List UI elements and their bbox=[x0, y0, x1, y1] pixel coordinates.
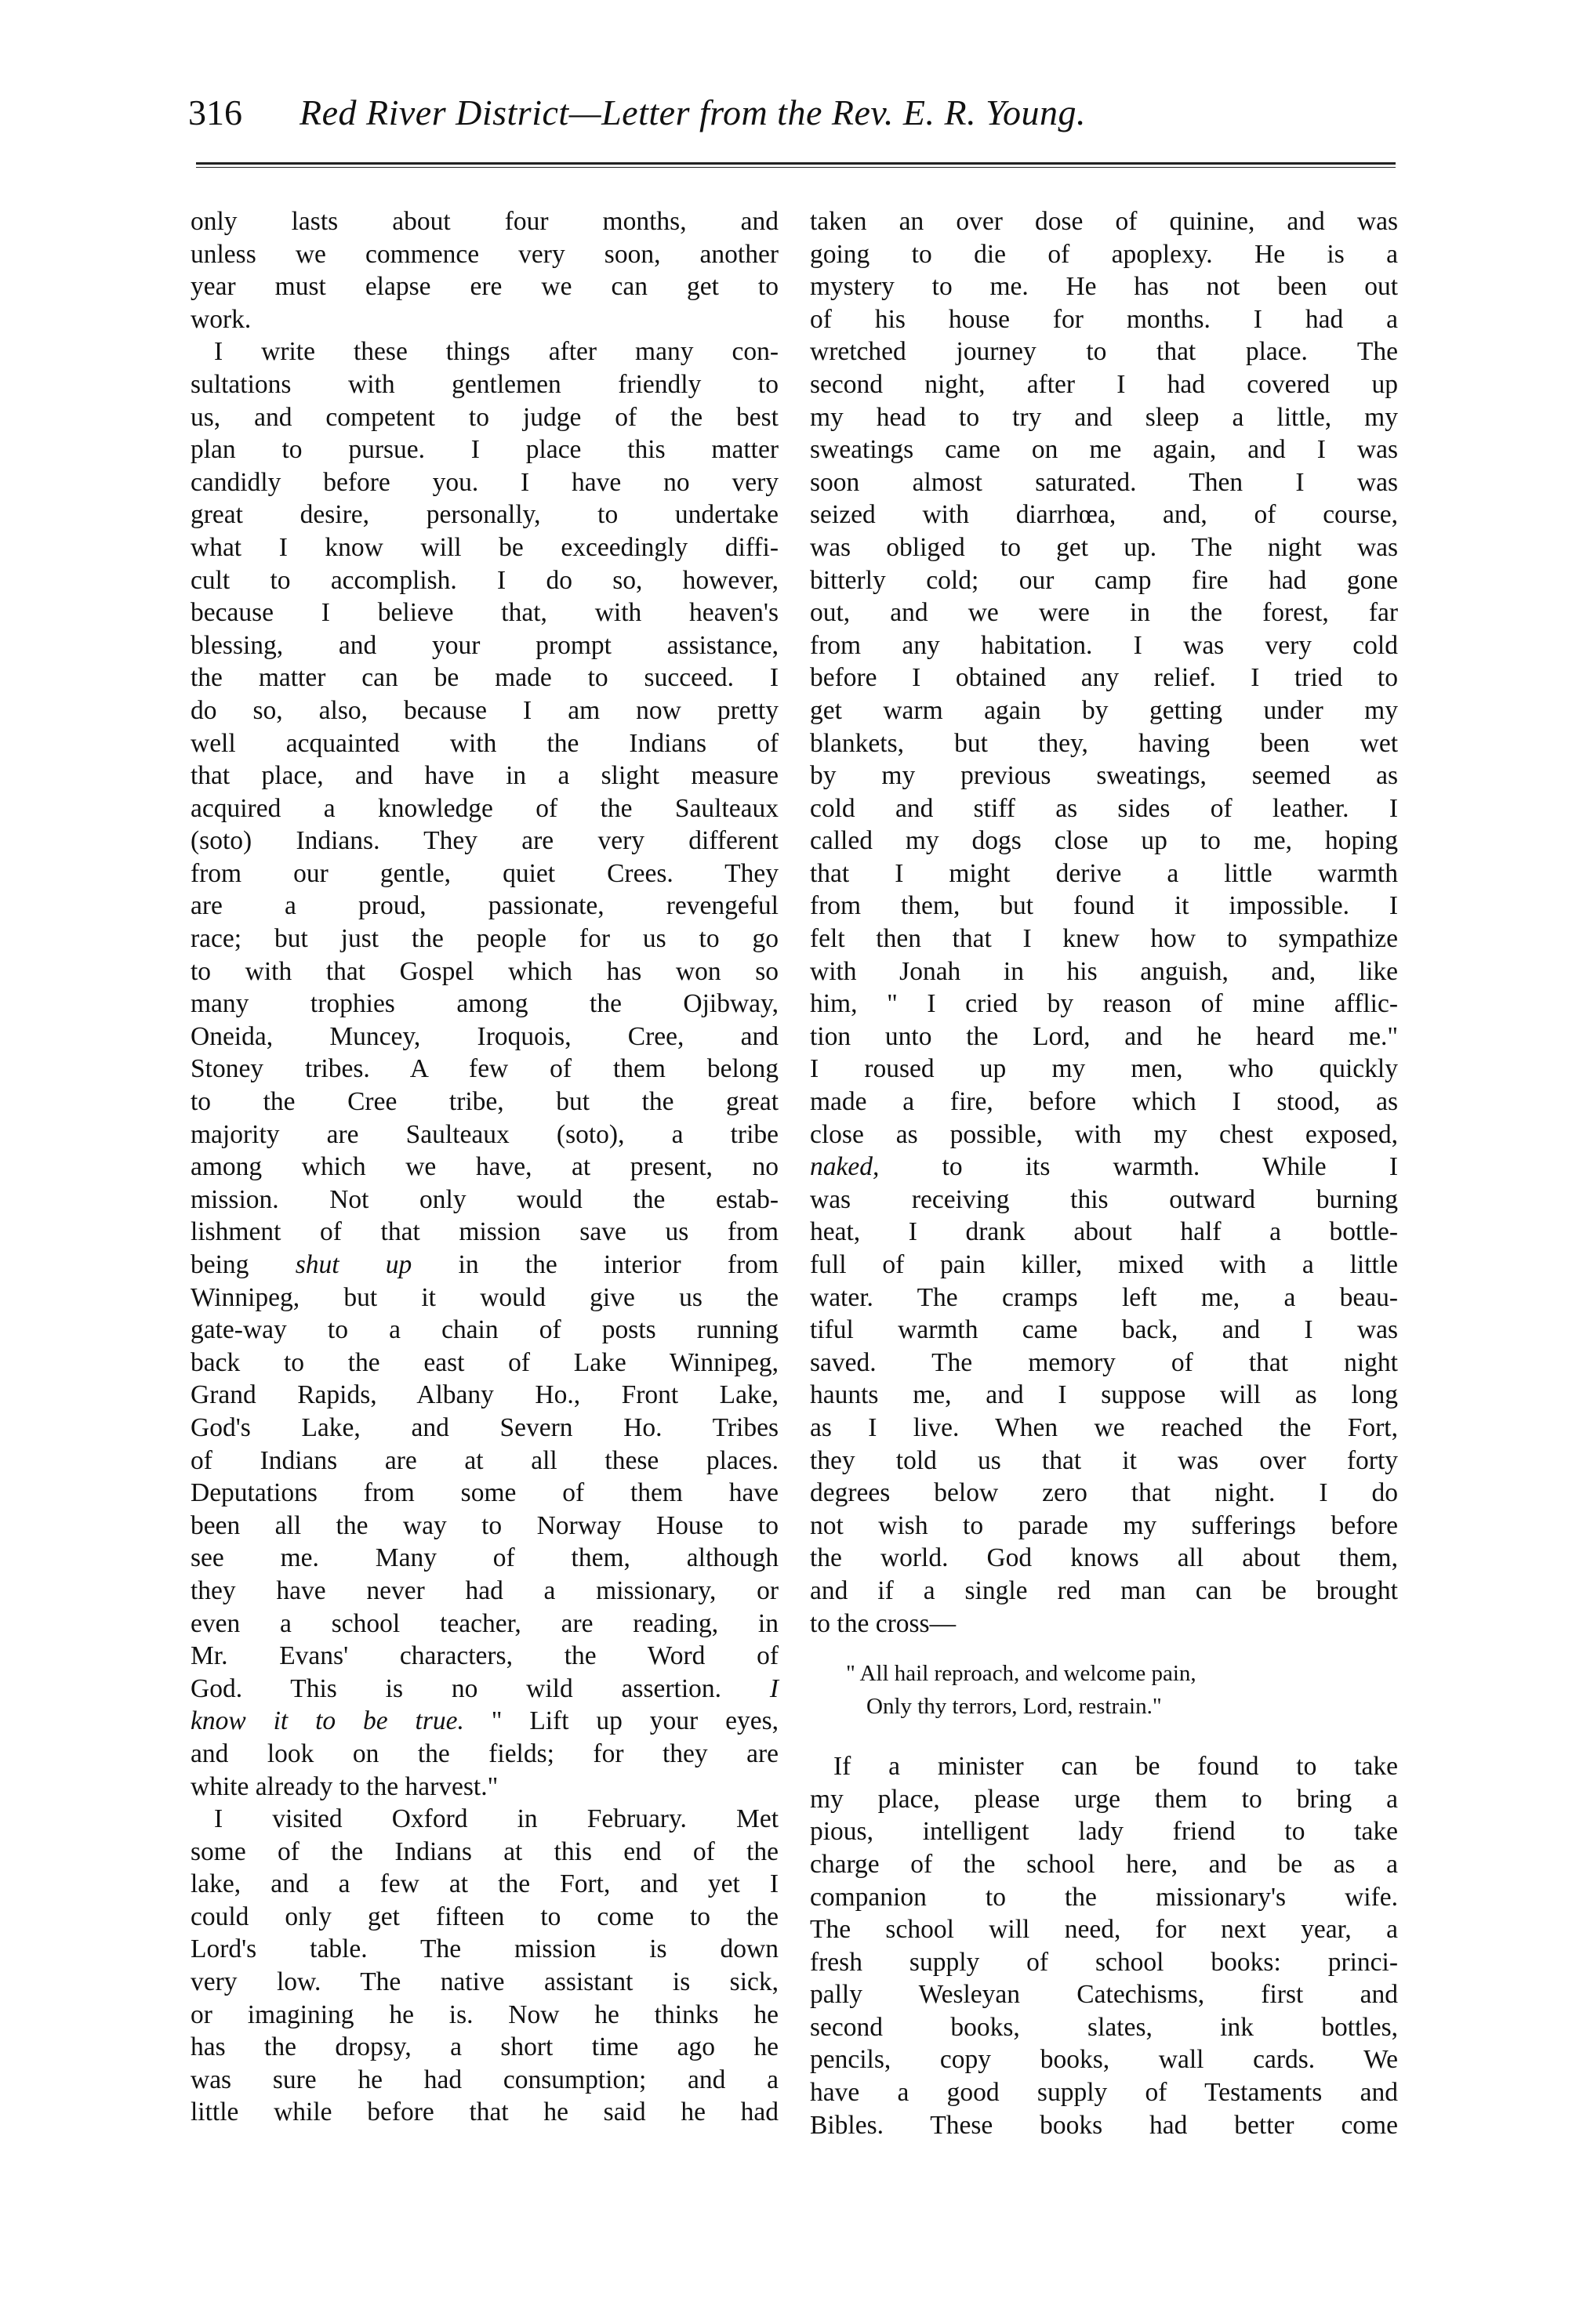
text-line: of Indians are at all these places. bbox=[191, 1445, 779, 1475]
text-line: bitterly cold; our camp fire had gone bbox=[810, 565, 1398, 595]
text-line: God's Lake, and Severn Ho. Tribes bbox=[191, 1412, 779, 1442]
text-line: going to die of apoplexy. He is a bbox=[810, 239, 1398, 269]
text-line: what I know will be exceedingly diffi- bbox=[191, 532, 779, 562]
text-line: among which we have, at present, no bbox=[191, 1152, 779, 1182]
left-column bbox=[191, 205, 779, 2129]
text-line: and if a single red man can be brought bbox=[810, 1575, 1398, 1605]
text-line: Stoney tribes. A few of them belong bbox=[191, 1054, 779, 1084]
text-line: was obliged to get up. The night was bbox=[810, 532, 1398, 562]
verse-quotation bbox=[810, 1657, 1398, 1723]
text-line: get warm again by getting under my bbox=[810, 695, 1398, 725]
text-line: white already to the harvest." bbox=[191, 1771, 499, 1801]
text-line: and look on the fields; for they are bbox=[191, 1738, 779, 1768]
text-line: before I obtained any relief. I tried to bbox=[810, 663, 1398, 693]
text-line: from them, but found it impossible. I bbox=[810, 891, 1398, 921]
text-line: (soto) Indians. They are very different bbox=[191, 826, 779, 856]
text-line: blessing, and your prompt assistance, bbox=[191, 630, 779, 660]
text-line: I visited Oxford in February. Met bbox=[214, 1804, 779, 1834]
text-line: my head to try and sleep a little, my bbox=[810, 402, 1398, 432]
text-line: him, " I cried by reason of mine afflic- bbox=[810, 989, 1398, 1019]
text-line: well acquainted with the Indians of bbox=[191, 728, 779, 758]
verse-line: Only thy terrors, Lord, restrain." bbox=[866, 1694, 1162, 1720]
text-line: because I believe that, with heaven's bbox=[191, 598, 779, 628]
text-line: pious, intelligent lady friend to take bbox=[810, 1817, 1398, 1847]
text-line: are a proud, passionate, revengeful bbox=[191, 891, 779, 921]
text-line: saved. The memory of that night bbox=[810, 1347, 1398, 1377]
text-line: Deputations from some of them have bbox=[191, 1478, 779, 1508]
text-line: blankets, but they, having been wet bbox=[810, 728, 1398, 758]
text-line: lishment of that mission save us from bbox=[191, 1217, 779, 1247]
text-line: charge of the school here, and be as a bbox=[810, 1849, 1398, 1879]
text-line: back to the east of Lake Winnipeg, bbox=[191, 1347, 779, 1377]
text-line: from our gentle, quiet Crees. They bbox=[191, 858, 779, 888]
text-line: as I live. When we reached the Fort, bbox=[810, 1412, 1398, 1442]
text-line: mission. Not only would the estab- bbox=[191, 1184, 779, 1214]
text-line: been all the way to Norway House to bbox=[191, 1510, 779, 1540]
text-line: with Jonah in his anguish, and, like bbox=[810, 956, 1398, 986]
text-line: Lord's table. The mission is down bbox=[191, 1934, 779, 1964]
text-line: out, and we were in the forest, far bbox=[810, 598, 1398, 628]
text-line: Winnipeg, but it would give us the bbox=[191, 1282, 779, 1312]
text-line: taken an over dose of quinine, and was bbox=[810, 207, 1398, 236]
text-line: acquired a knowledge of the Saulteaux bbox=[191, 793, 779, 823]
text-line: to the Cree tribe, but the great bbox=[191, 1087, 779, 1117]
text-line: only lasts about four months, and bbox=[191, 207, 779, 236]
text-line: the world. God knows all about them, bbox=[810, 1543, 1398, 1573]
text-line: soon almost saturated. Then I was bbox=[810, 467, 1398, 497]
text-line: made a fire, before which I stood, as bbox=[810, 1087, 1398, 1117]
text-line: degrees below zero that night. I do bbox=[810, 1478, 1398, 1508]
text-line: water. The cramps left me, a beau- bbox=[810, 1282, 1398, 1312]
text-line: could only get fifteen to come to the bbox=[191, 1902, 779, 1931]
text-line: to with that Gospel which has won so bbox=[191, 956, 779, 986]
text-line: I roused up my men, who quickly bbox=[810, 1054, 1398, 1084]
text-line: see me. Many of them, although bbox=[191, 1543, 779, 1573]
text-line: called my dogs close up to me, hoping bbox=[810, 826, 1398, 856]
text-line: they told us that it was over forty bbox=[810, 1445, 1398, 1475]
page-header bbox=[188, 82, 1396, 144]
text-line: If a minister can be found to take bbox=[833, 1752, 1398, 1782]
text-line: was sure he had consumption; and a bbox=[191, 2065, 779, 2094]
text-line: by my previous sweatings, seemed as bbox=[810, 761, 1398, 791]
text-line: sweatings came on me again, and I was bbox=[810, 435, 1398, 465]
text-line: from any habitation. I was very cold bbox=[810, 630, 1398, 660]
text-line: many trophies among the Ojibway, bbox=[191, 989, 779, 1019]
text-line: not wish to parade my sufferings before bbox=[810, 1510, 1398, 1540]
text-line: do so, also, because I am now pretty bbox=[191, 695, 779, 725]
text-line: work. bbox=[191, 304, 252, 334]
text-line: Oneida, Muncey, Iroquois, Cree, and bbox=[191, 1021, 779, 1051]
text-line: year must elapse ere we can get to bbox=[191, 272, 779, 302]
text-line: Mr. Evans' characters, the Word of bbox=[191, 1641, 779, 1671]
page-number: 316 bbox=[188, 92, 242, 132]
text-line: has the dropsy, a short time ago he bbox=[191, 2032, 779, 2062]
text-line: tion unto the Lord, and he heard me." bbox=[810, 1021, 1398, 1051]
right-column-text-before-verse bbox=[810, 205, 1398, 1640]
text-line: Bibles. These books had better come bbox=[810, 2110, 1398, 2140]
text-line: lake, and a few at the Fort, and yet I bbox=[191, 1869, 779, 1899]
text-line: or imagining he is. Now he thinks he bbox=[191, 2000, 779, 2029]
text-line: some of the Indians at this end of the bbox=[191, 1836, 779, 1866]
text-line: to the cross— bbox=[810, 1608, 957, 1638]
text-line: they have never had a missionary, or bbox=[191, 1575, 779, 1605]
text-line: Grand Rapids, Albany Ho., Front Lake, bbox=[191, 1380, 779, 1410]
text-line: I write these things after many con- bbox=[214, 337, 779, 367]
text-line: great desire, personally, to undertake bbox=[191, 500, 779, 530]
right-column-text-after-verse bbox=[810, 1750, 1398, 2141]
text-line: wretched journey to that place. The bbox=[810, 337, 1398, 367]
text-line: pencils, copy books, wall cards. We bbox=[810, 2045, 1398, 2075]
text-line: God. This is no wild assertion. I bbox=[191, 1673, 779, 1703]
text-line: heat, I drank about half a bottle- bbox=[810, 1217, 1398, 1247]
text-line: full of pain killer, mixed with a little bbox=[810, 1250, 1398, 1279]
text-line: the matter can be made to succeed. I bbox=[191, 663, 779, 693]
text-line: was receiving this outward burning bbox=[810, 1184, 1398, 1214]
text-line: very low. The native assistant is sick, bbox=[191, 1967, 779, 1997]
text-line: plan to pursue. I place this matter bbox=[191, 435, 779, 465]
text-line: close as possible, with my chest exposed, bbox=[810, 1119, 1398, 1149]
text-line: race; but just the people for us to go bbox=[191, 924, 779, 954]
text-line: candidly before you. I have no very bbox=[191, 467, 779, 497]
verse-line: " All hail reproach, and welcome pain, bbox=[846, 1661, 1196, 1687]
text-line: naked, to its warmth. While I bbox=[810, 1152, 1398, 1182]
text-line: cold and stiff as sides of leather. I bbox=[810, 793, 1398, 823]
text-line: even a school teacher, are reading, in bbox=[191, 1608, 779, 1638]
text-line: felt then that I knew how to sympathize bbox=[810, 924, 1398, 954]
text-line: that place, and have in a slight measure bbox=[191, 761, 779, 791]
text-line: unless we commence very soon, another bbox=[191, 239, 779, 269]
text-line: haunts me, and I suppose will as long bbox=[810, 1380, 1398, 1410]
running-title: Red River District—Letter from the Rev. E. R. Young. bbox=[300, 92, 1086, 132]
text-line: majority are Saulteaux (soto), a tribe bbox=[191, 1119, 779, 1149]
text-line: second books, slates, ink bottles, bbox=[810, 2012, 1398, 2042]
text-line: tiful warmth came back, and I was bbox=[810, 1315, 1398, 1345]
text-line: sultations with gentlemen friendly to bbox=[191, 369, 779, 399]
text-line: have a good supply of Testaments and bbox=[810, 2078, 1398, 2108]
text-line: cult to accomplish. I do so, however, bbox=[191, 565, 779, 595]
text-line: companion to the missionary's wife. bbox=[810, 1882, 1398, 1912]
text-line: us, and competent to judge of the best bbox=[191, 402, 779, 432]
text-line: fresh supply of school books: princi- bbox=[810, 1947, 1398, 1977]
text-line: mystery to me. He has not been out bbox=[810, 272, 1398, 302]
text-line: little while before that he said he had bbox=[191, 2097, 779, 2127]
text-line: second night, after I had covered up bbox=[810, 369, 1398, 399]
text-line: seized with diarrhœa, and, of course, bbox=[810, 500, 1398, 530]
right-column bbox=[810, 205, 1398, 2141]
text-line: that I might derive a little warmth bbox=[810, 858, 1398, 888]
text-line: pally Wesleyan Catechisms, first and bbox=[810, 1980, 1398, 2010]
text-line: my place, please urge them to bring a bbox=[810, 1784, 1398, 1814]
text-line: being shut up in the interior from bbox=[191, 1250, 779, 1279]
text-line: know it to be true. " Lift up your eyes, bbox=[191, 1706, 779, 1736]
text-line: The school will need, for next year, a bbox=[810, 1915, 1398, 1945]
text-line: of his house for months. I had a bbox=[810, 304, 1398, 334]
header-rule bbox=[196, 162, 1396, 168]
text-line: gate-way to a chain of posts running bbox=[191, 1315, 779, 1345]
